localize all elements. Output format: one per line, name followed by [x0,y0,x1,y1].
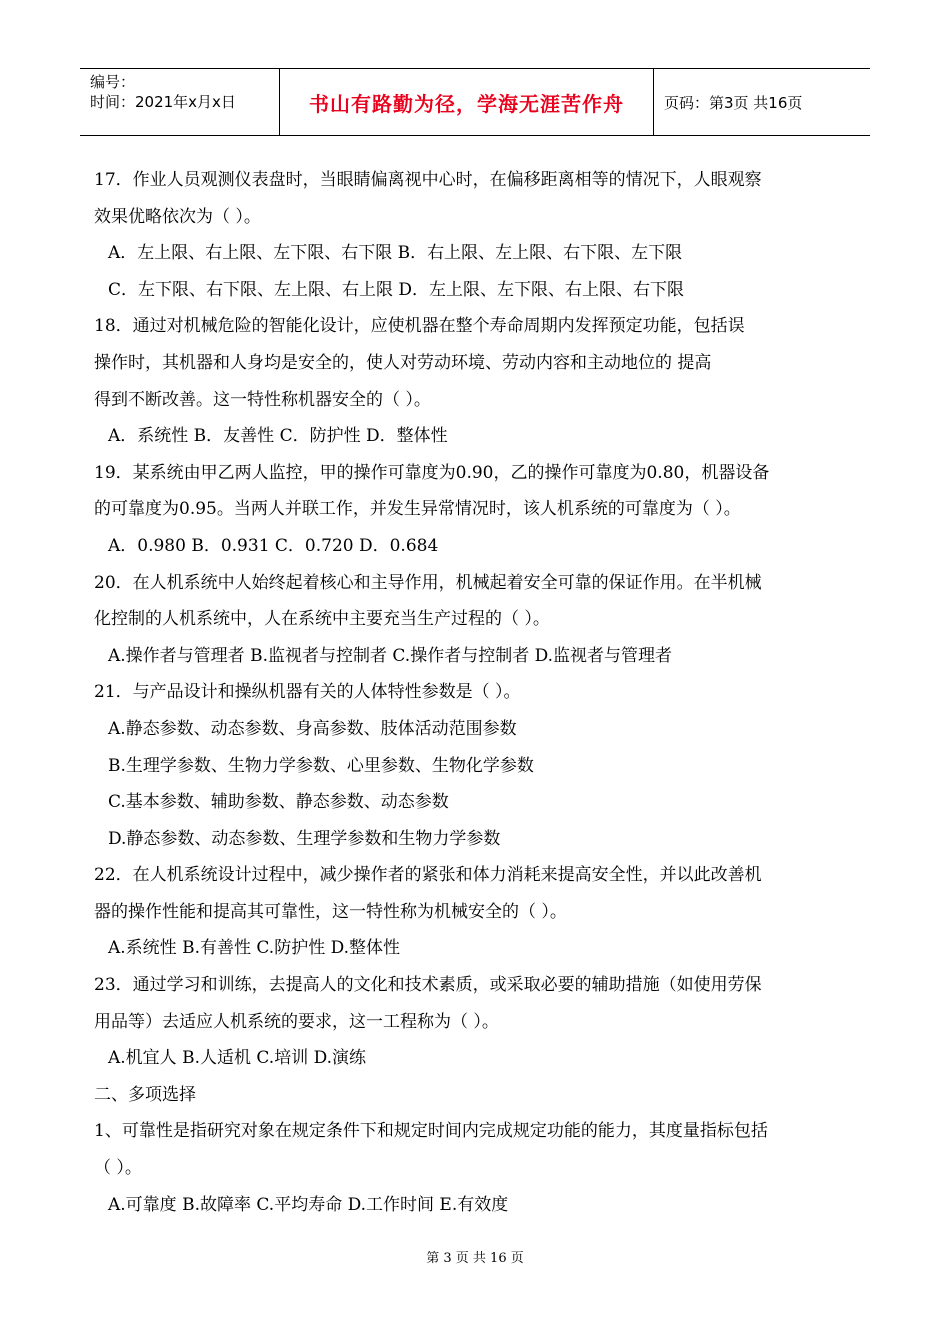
text-line: （ ）。 [94,1158,142,1179]
text-line: 19．某系统由甲乙两人监控，甲的操作可靠度为0.90，乙的操作可靠度为0.80，机器设备 [94,462,770,483]
date-label: 时间：2021年x月x日 [90,93,236,111]
text-line: A.系统性 B.有善性 C.防护性 D.整体性 [108,938,401,959]
text-line: B.生理学参数、生物力学参数、心里参数、生物化学参数 [108,755,534,776]
text-line: 22．在人机系统设计过程中，减少操作者的紧张和体力消耗来提高安全性，并以此改善机 [94,865,762,886]
text-line: 用品等）去适应人机系统的要求，这一工程称为（ ）。 [94,1011,499,1032]
text-line: 二、多项选择 [94,1084,196,1105]
text-line: C．左下限、右下限、左上限、右上限 D．左上限、左下限、右上限、右下限 [108,279,685,300]
text-line: A．系统性 B．友善性 C．防护性 D．整体性 [108,426,448,447]
page-footer [0,1247,950,1266]
text-line: C.基本参数、辅助参数、静态参数、动态参数 [108,792,449,813]
text-line: A.操作者与管理者 B.监视者与控制者 C.操作者与控制者 D.监视者与管理者 [108,645,673,666]
header-page-cell [654,69,870,135]
text-line: 化控制的人机系统中，人在系统中主要充当生产过程的（ ）。 [94,609,550,630]
text-line: 操作时，其机器和人身均是安全的，使人对劳动环境、劳动内容和主动地位的 提高 [94,352,712,373]
text-line: 17．作业人员观测仪表盘时，当眼睛偏离视中心时，在偏移距离相等的情况下，人眼观察 [94,170,762,190]
page-info: 页码：第3页 共16页 [664,93,803,112]
document-header [80,68,870,136]
header-meta-cell [80,69,280,135]
text-line: 的可靠度为0.95。当两人并联工作，并发生异常情况时，该人机系统的可靠度为（ ）。 [94,499,741,520]
text-line: 器的操作性能和提高其可靠性，这一特性称为机械安全的（ ）。 [94,901,567,922]
text-line: A．0.980 B．0.931 C．0.720 D．0.684 [108,535,439,556]
text-line: 效果优略依次为（ ）。 [94,206,261,227]
text-line: A.可靠度 B.故障率 C.平均寿命 D.工作时间 E.有效度 [108,1194,509,1215]
text-line: A.静态参数、动态参数、身高参数、肢体活动范围参数 [108,718,517,739]
text-line: 18．通过对机械危险的智能化设计，应使机器在整个寿命周期内发挥预定功能，包括误 [94,316,745,337]
text-line: 1、可靠性是指研究对象在规定条件下和规定时间内完成规定功能的能力，其度量指标包括 [94,1121,768,1142]
text-line: 23．通过学习和训练，去提高人的文化和技术素质，或采取必要的辅助措施（如使用劳保 [94,975,762,996]
header-motto-cell [280,69,654,135]
text-line: A.机宜人 B.人适机 C.培训 D.演练 [108,1048,367,1069]
footer-page-number: 第 3 页 共 16 页 [426,1251,524,1266]
text-line: D.静态参数、动态参数、生理学参数和生物力学参数 [108,828,501,849]
text-line: 21．与产品设计和操纵机器有关的人体特性参数是（ ）。 [94,682,521,703]
text-line: 得到不断改善。这一特性称机器安全的（ ）。 [94,389,431,410]
text-line: A．左上限、右上限、左下限、右下限 B．右上限、左上限、右下限、左下限 [108,243,683,264]
motto-text: 书山有路勤为径，学海无涯苦作舟 [309,91,624,116]
text-line: 20．在人机系统中人始终起着核心和主导作用，机械起着安全可靠的保证作用。在半机械 [94,572,762,593]
number-label: 编号： [90,73,136,91]
question-content [94,162,864,1223]
